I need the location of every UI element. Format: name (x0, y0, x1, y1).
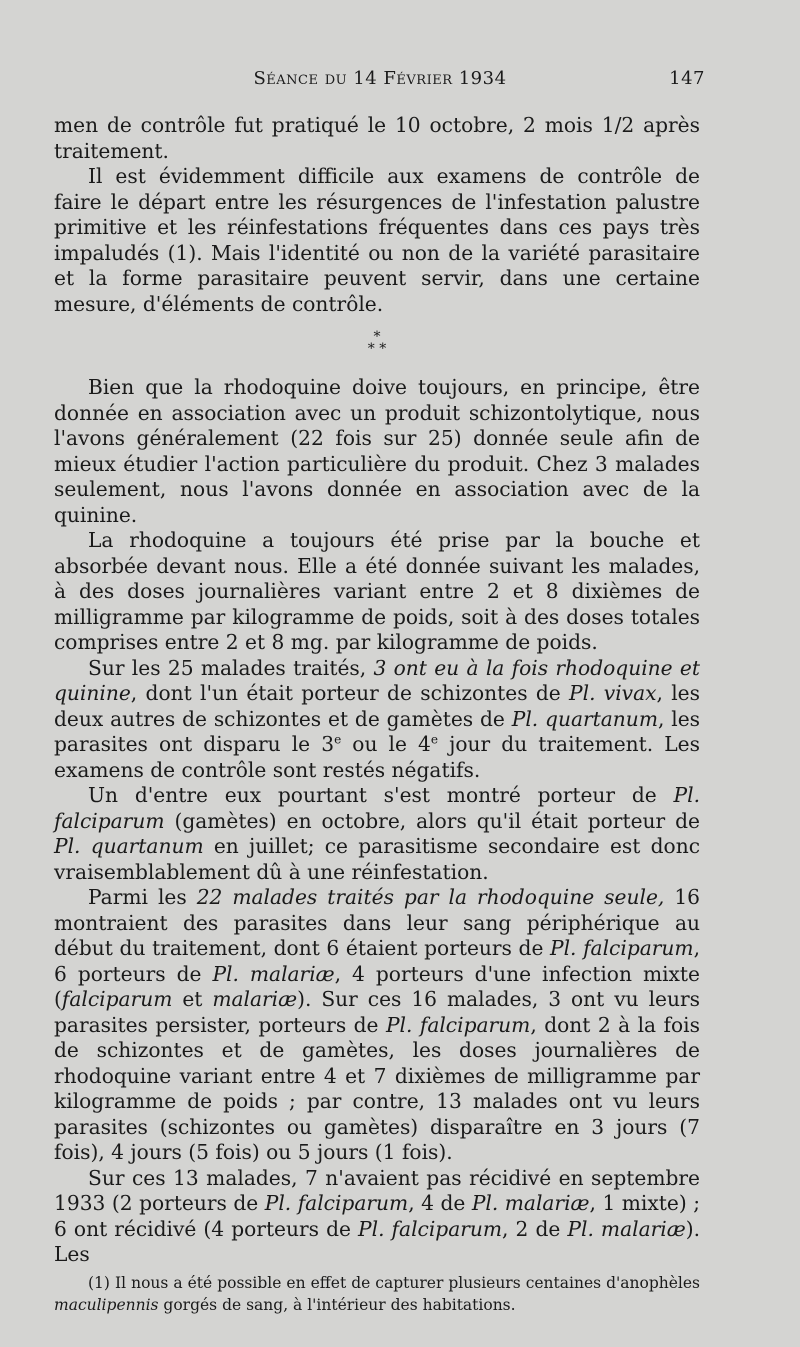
text-run: 16 montraient des parasites dans leur sang périphérique au début du traitement, dont 6 étaient porteurs de (54, 885, 701, 960)
text-run: gorgés de sang, à l'intérieur des habitations. (158, 1296, 516, 1314)
text-run: Sur les 25 malades traités, (88, 655, 374, 680)
section-separator (54, 331, 700, 355)
text-run: en juillet; ce parasitisme secondaire est donc vraisemblablement dû à une réinfestation. (54, 834, 700, 884)
paragraph-5 (54, 656, 700, 784)
text-run: , 2 de (502, 1216, 568, 1241)
text-run: (1) Il nous a été possible en effet de capturer plusieurs centaines d'anophèles (88, 1274, 700, 1292)
paragraph-6 (54, 783, 700, 885)
italic-run: 22 malades traités par la rhodoquine seule, (196, 885, 665, 909)
paragraph-2: Il est évidemment difficile aux examens de contrôle de faire le départ entre les résurgences de l'infestation palustre primitive et les réinfestations fréquentes dans ces pays très impaludés (1). Mais l'identité ou non de la variété parasitaire et la forme parasitaire peuvent servir, dans une certaine mesure, d'éléments de contrôle. (54, 164, 700, 316)
separator-stars-bottom: * * (367, 341, 387, 357)
italic-run: Pl. falciparum (264, 1191, 409, 1215)
italic-run: malariæ (212, 987, 298, 1011)
text-run: , 4 de (408, 1191, 472, 1215)
text-run: , dont l'un était porteur de schizontes de (130, 681, 570, 705)
text-run: ). Les (54, 1216, 700, 1266)
italic-run: 3 ont eu à la fois rhodoquine et quinine (54, 655, 700, 705)
text-run: (gamètes) en octobre, alors qu'il était porteur de (164, 808, 700, 833)
italic-run: Pl. falciparum (358, 1216, 503, 1241)
footnote-1 (54, 1272, 700, 1316)
paragraph-4: La rhodoquine a toujours été prise par la bouche et absorbée devant nous. Elle a été donnée suivant les malades, à des doses journalières variant entre 2 et 8 dixièmes de milligramme par kilogramme de poids, soit à des doses totales comprises entre 2 et 8 mg. par kilogramme de poids. (54, 528, 700, 654)
running-title: Séance du 14 Février 1934 (253, 68, 507, 89)
superscript: e (430, 732, 439, 747)
text-run: , les deux autres de schizontes et de gamètes de (54, 681, 700, 731)
italic-run: Pl. falciparum (385, 1012, 531, 1037)
italic-run: falciparum (61, 987, 173, 1011)
superscript: e (334, 732, 342, 747)
paragraph-1: men de contrôle fut pratiqué le 10 octobre, 2 mois 1/2 après traitement. (54, 113, 700, 163)
text-run: , dont 2 à la fois de schizontes et de gamètes, les doses journalières de rhodoquine variant entre 4 et 7 dixièmes de milligramme par kilogramme de poids ; par contre, 13 malades ont vu leurs parasites (schizontes ou gamètes) disparaître en 3 jours (7 fois), 4 jours (5 fois) ou 5 jours (1 fois). (54, 1012, 700, 1164)
text-run: Parmi les (88, 885, 197, 909)
paragraph-7 (54, 885, 700, 1166)
text-run: , 1 mixte) ; 6 ont récidivé (4 porteurs de (54, 1191, 700, 1241)
text-run: Un d'entre eux pourtant s'est montré porteur de (88, 783, 674, 807)
main-text (54, 113, 700, 1268)
text-run: , 6 porteurs de (54, 936, 700, 986)
footnote (54, 1272, 700, 1316)
text-run: , 4 porteurs d'une infection mixte ( (54, 961, 700, 1011)
page-number: 147 (669, 68, 705, 89)
italic-run: Pl. malariæ (567, 1216, 686, 1241)
italic-run: maculipennis (54, 1296, 159, 1314)
italic-run: Pl. quartanum (54, 834, 204, 858)
text-run: et (172, 987, 213, 1011)
italic-run: Pl. falciparum (550, 936, 694, 960)
text-run: , les parasites ont disparu le 3 (54, 706, 701, 756)
text-run: Sur ces 13 malades, 7 n'avaient pas récidivé en septembre 1933 (2 porteurs de (54, 1165, 700, 1215)
italic-run: Pl. falciparum (54, 783, 700, 833)
italic-run: Pl. malariæ (212, 961, 335, 986)
paragraph-8 (54, 1166, 700, 1268)
separator-star-top: * (373, 329, 381, 345)
running-header (55, 68, 705, 98)
text-run: ou le 4 (341, 732, 431, 756)
italic-run: Pl. vivax (569, 681, 657, 705)
italic-run: Pl. quartanum (511, 706, 658, 731)
text-run: jour du traitement. Les examens de contrôle sont restés négatifs. (54, 732, 700, 782)
italic-run: Pl. malariæ (471, 1191, 590, 1215)
text-run: ). Sur ces 16 malades, 3 ont vu leurs parasites persister, porteurs de (54, 987, 700, 1037)
paragraph-3: Bien que la rhodoquine doive toujours, en principe, être donnée en association avec un produit schizontolytique, nous l'avons généralement (22 fois sur 25) donnée seule afin de mieux étudier l'action particulière du produit. Chez 3 malades seulement, nous l'avons donnée en association avec de la quinine. (54, 375, 700, 527)
